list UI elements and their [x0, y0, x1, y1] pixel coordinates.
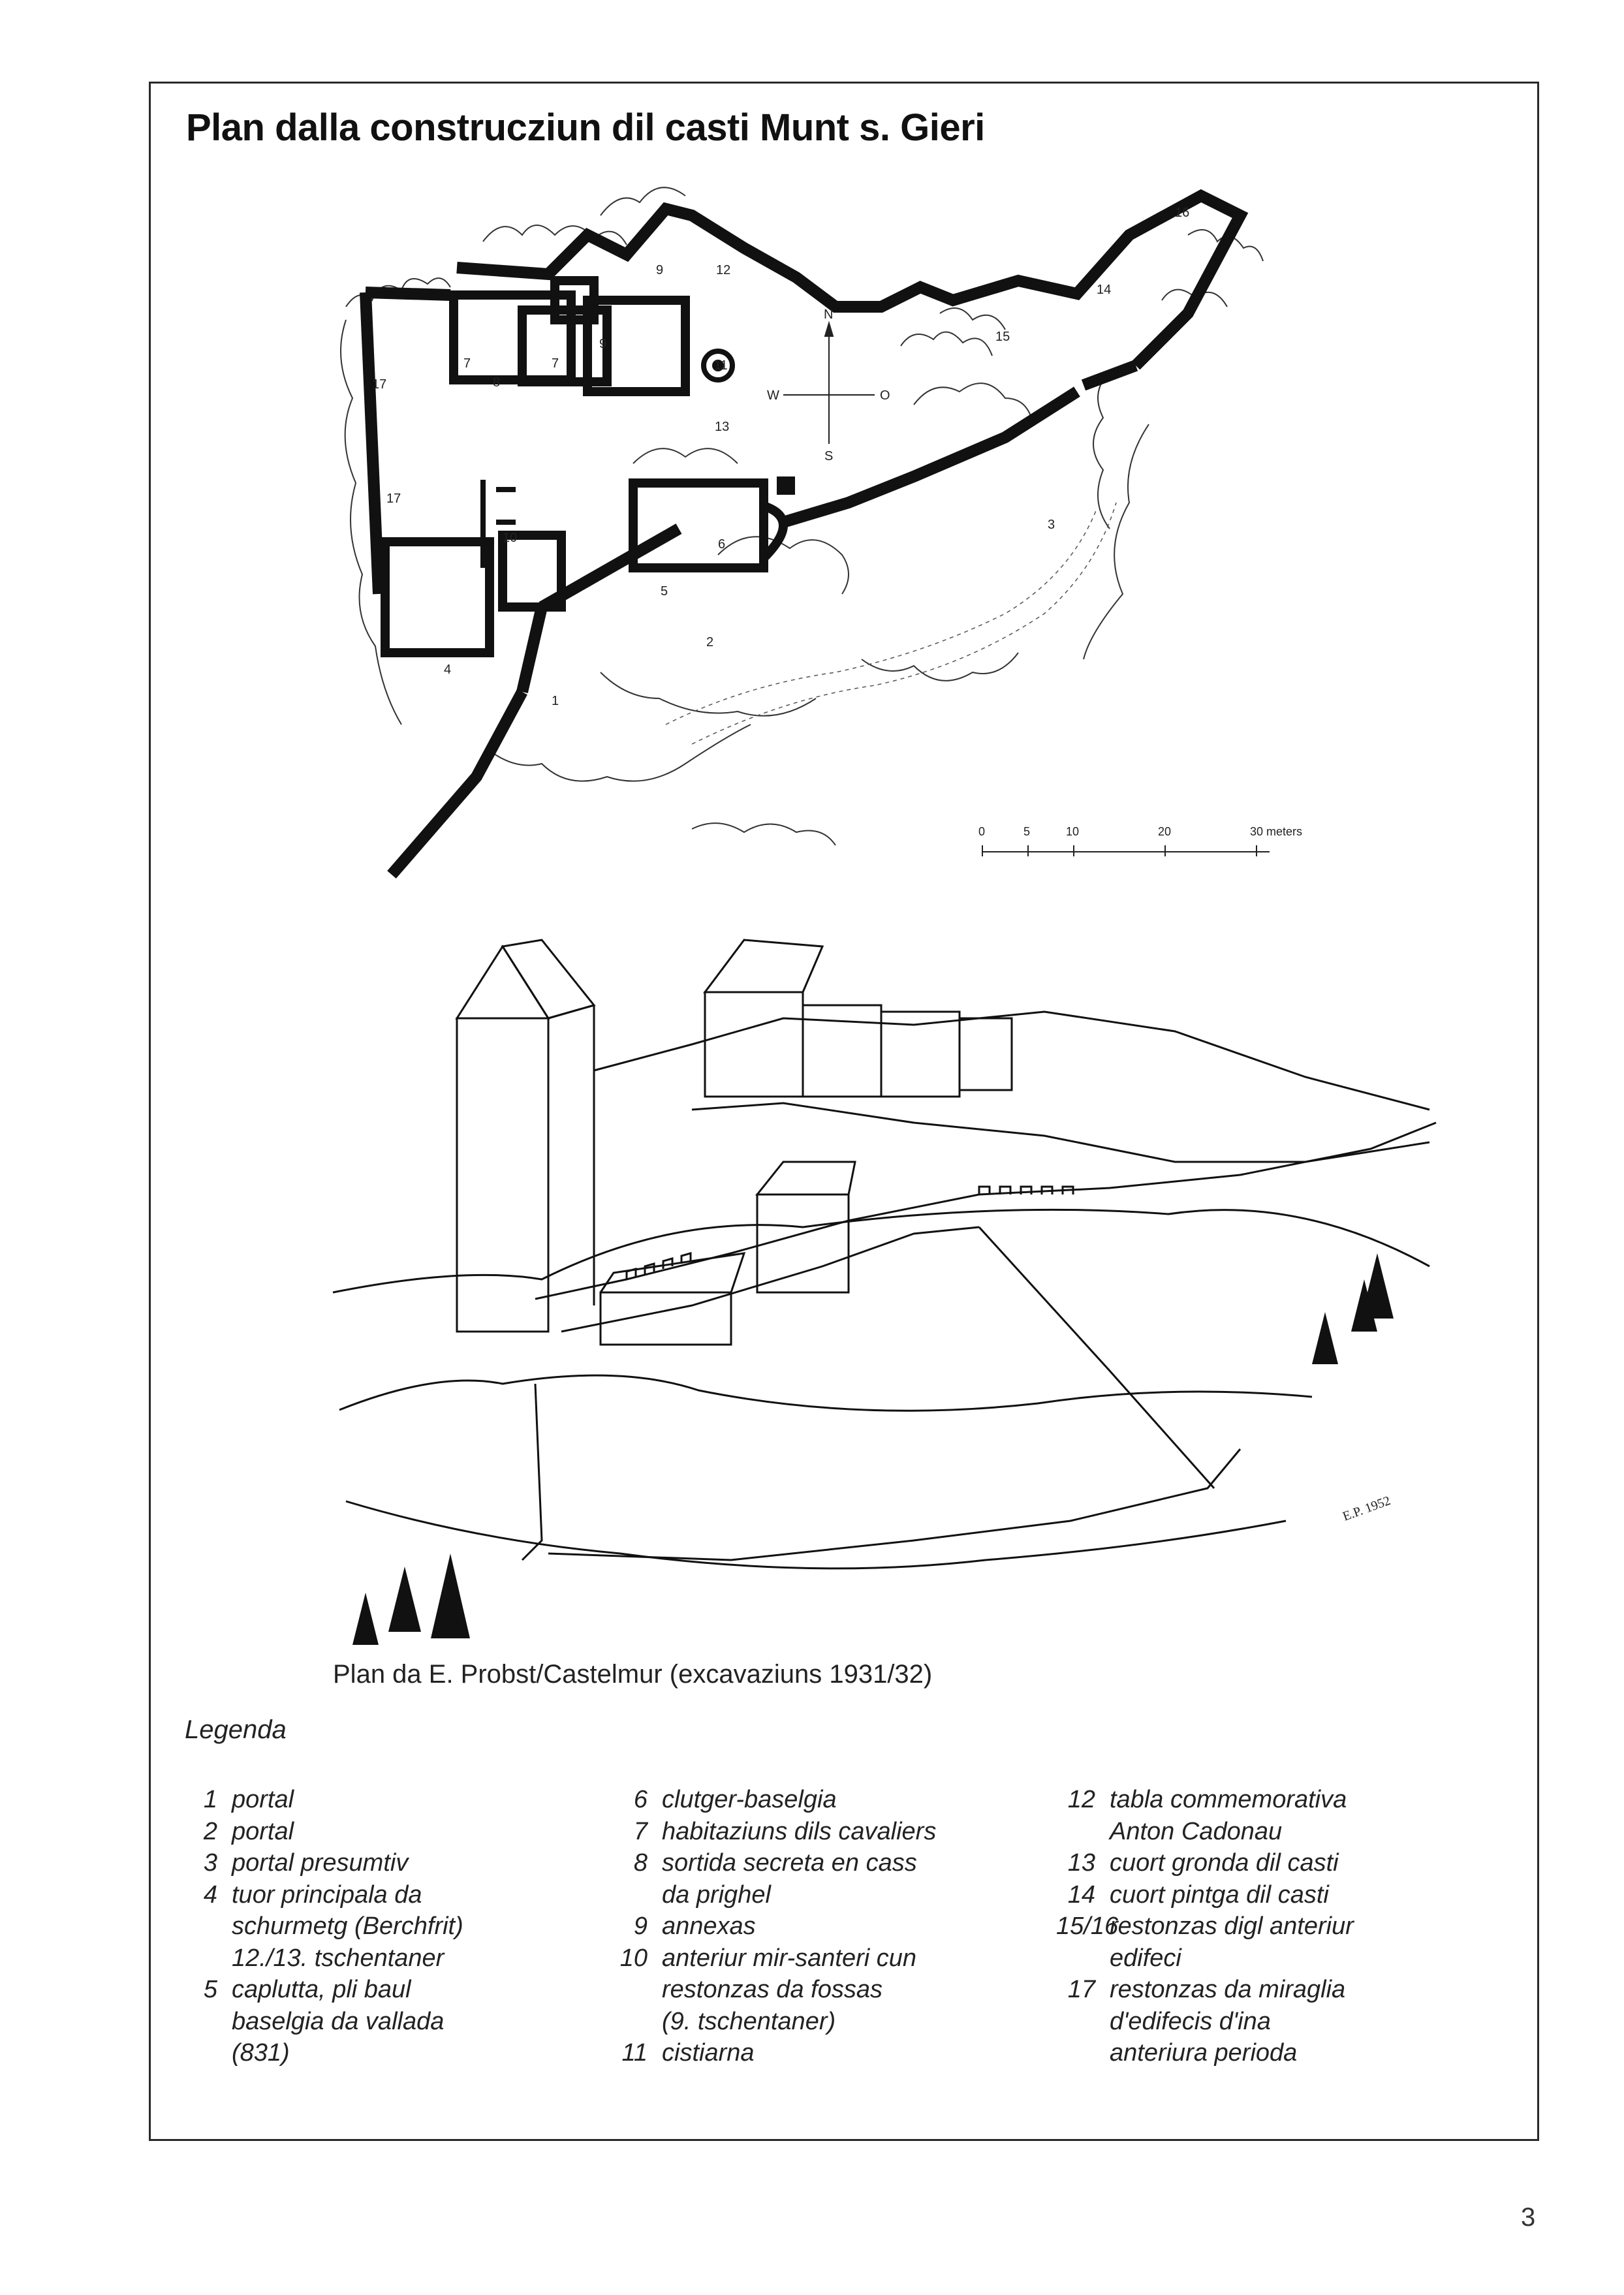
plan-label-16: 16 [1175, 206, 1190, 220]
legend-column-3 [1056, 1784, 1475, 2069]
legend-item: 5 caplutta, pli baul baselgia da vallada (831) [203, 1976, 445, 2067]
legend-item: 4 tuor principala da schurmetg (Berchfrit) 12./13. tschentaner [203, 1881, 463, 1972]
plan-label-8: 8 [493, 375, 501, 390]
page-title: Plan dalla construcziun dil casti Munt s. Gieri [186, 106, 985, 149]
legend-item: 6 clutger-baselgia [633, 1786, 837, 1813]
plan-label-15: 15 [995, 330, 1010, 344]
legend-item: 13 cuort gronda dil casti [1067, 1849, 1339, 1877]
plan-label-14: 14 [1097, 283, 1112, 297]
legend-column-2 [607, 1784, 936, 2069]
legend-item: 2 portal [203, 1817, 294, 1845]
artist-signature: E.P. 1952 [1341, 1493, 1393, 1524]
legend-item: 3 portal presumtiv [203, 1849, 409, 1877]
plan-label-11: 11 [714, 358, 728, 373]
plan-label-17a: 17 [372, 377, 387, 392]
compass-north: N [824, 307, 834, 322]
compass-west: W [767, 388, 779, 403]
legend-item: 11 cistiarna [621, 2039, 755, 2067]
scale-tick-0: 0 [978, 825, 986, 838]
plan-label-9b: 9 [599, 337, 607, 351]
plan-label-3: 3 [1048, 518, 1055, 532]
plan-label-9a: 9 [656, 263, 664, 277]
legend-title: Legenda [185, 1715, 287, 1744]
plan-label-17b: 17 [386, 492, 401, 506]
plan-label-2: 2 [706, 635, 714, 649]
plan-label-1: 1 [552, 694, 559, 708]
plan-label-12: 12 [716, 263, 731, 277]
legend-item: 10 anteriur mir-santeri cun restonzas da fossas (9. tschentaner) [619, 1944, 917, 2035]
scale-tick-30: 30 meters [1250, 825, 1303, 838]
plan-label-7b: 7 [552, 356, 559, 371]
plan-label-5: 5 [661, 584, 668, 599]
compass-south: S [824, 449, 834, 463]
compass-east: O [880, 388, 890, 403]
scale-tick-5: 5 [1023, 825, 1031, 838]
legend-item: 15/16 restonzas digl anteriur edifeci [1056, 1912, 1354, 1972]
legend-column-1 [185, 1784, 463, 2069]
scale-tick-20: 20 [1158, 825, 1172, 838]
castle-ground-plan [326, 150, 1345, 914]
legend-item: 9 annexas [633, 1912, 756, 1940]
plan-label-6: 6 [718, 537, 726, 552]
legend-item: 17 restonzas da miraglia d'edifecis d'ina anteriura perioda [1067, 1976, 1346, 2067]
legend-item: 14 cuort pintga dil casti [1067, 1881, 1329, 1909]
castle-perspective-drawing [326, 914, 1475, 1658]
plan-label-10: 10 [503, 531, 518, 545]
page-number: 3 [1521, 2203, 1536, 2232]
plan-label-13: 13 [715, 420, 730, 434]
plan-label-7a: 7 [463, 356, 471, 371]
legend-item: 7 habitaziuns dils cavaliers [633, 1817, 937, 1845]
scale-tick-10: 10 [1066, 825, 1080, 838]
plan-label-4: 4 [444, 663, 452, 677]
figure-caption: Plan da E. Probst/Castelmur (excavaziuns 1931/32) [333, 1660, 933, 1689]
legend-item: 8 sortida secreta en cass da prighel [633, 1849, 917, 1909]
legend-item: 1 portal [203, 1786, 294, 1813]
legend-item: 12 tabla commemorativa Anton Cadonau [1067, 1786, 1347, 1845]
